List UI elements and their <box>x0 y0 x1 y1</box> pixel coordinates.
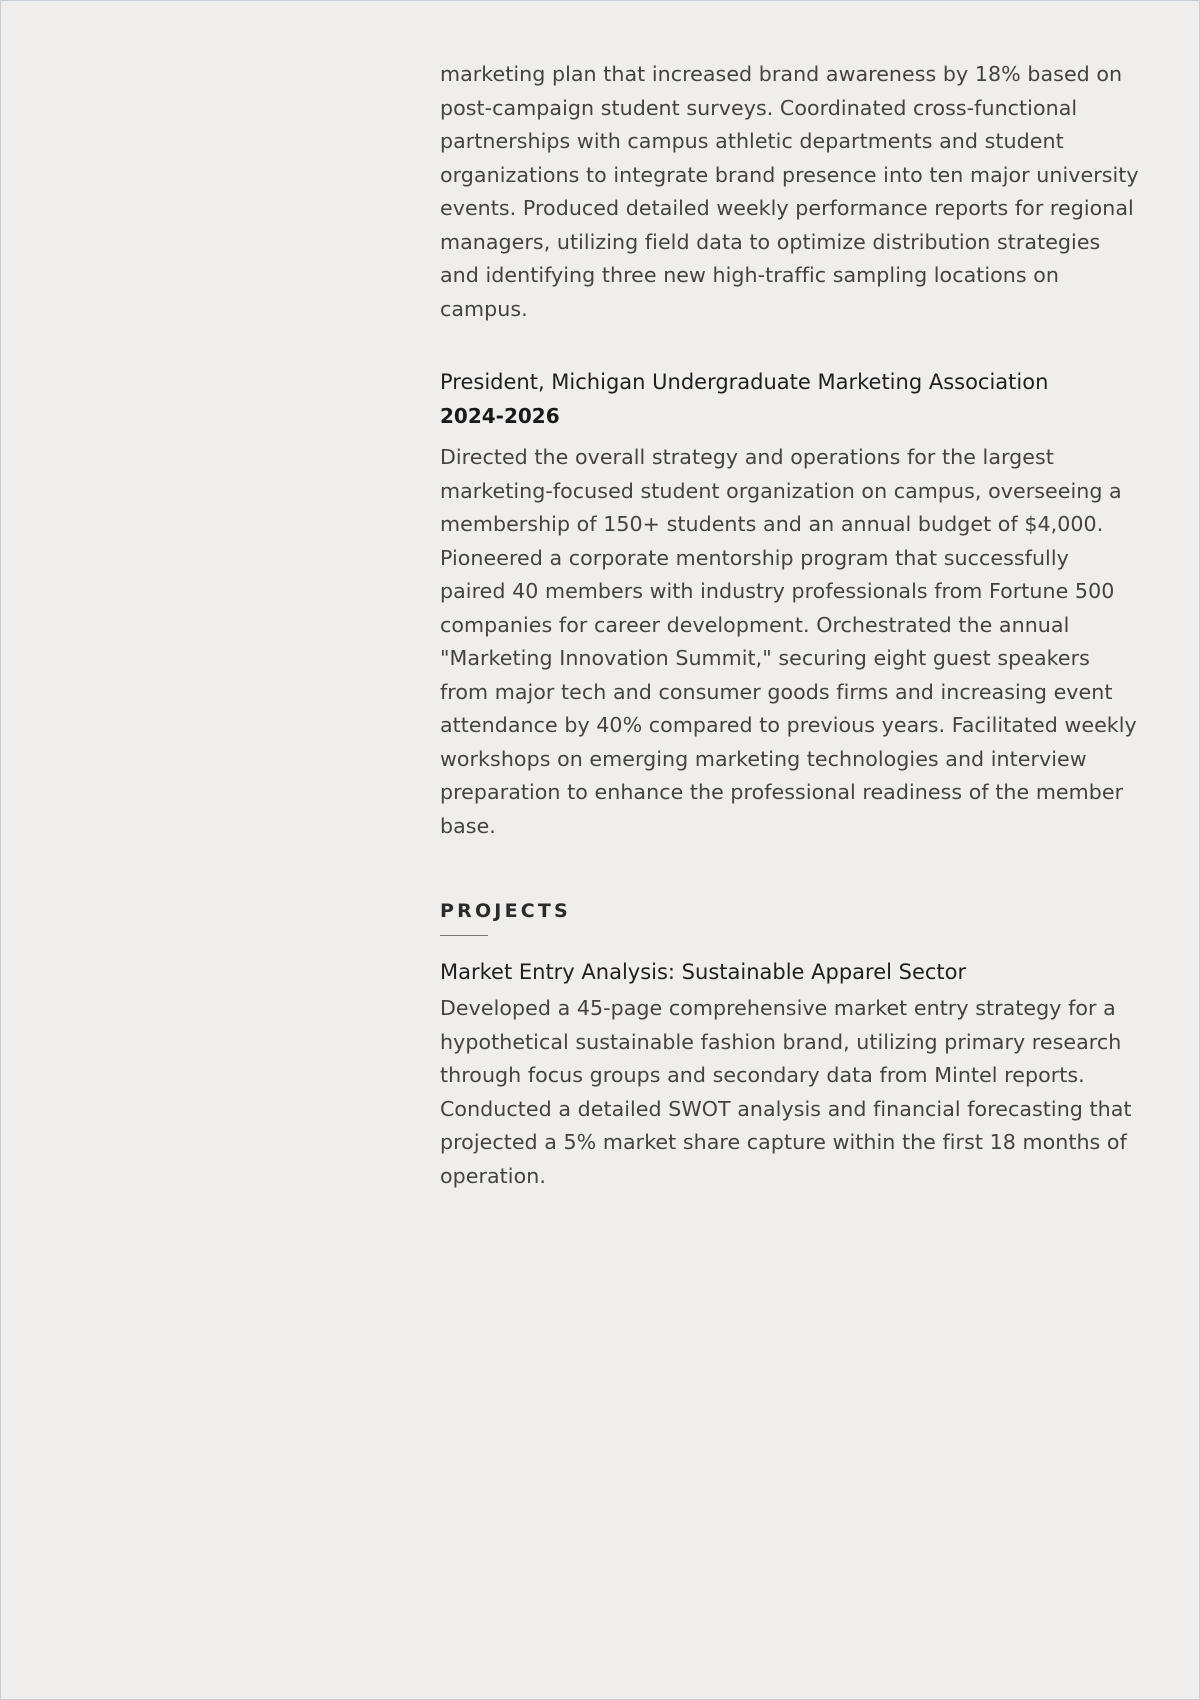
project-entry <box>440 956 1140 1193</box>
experience-description-continued: marketing plan that increased brand awareness by 18% based on post-campaign student surveys. Coordinated cross-functional partnerships with campus athletic departments and student organizations to integrate brand presence into ten major university events. Produced detailed weekly performance reports for regional managers, utilizing field data to optimize distribution strategies and identifying three new high-traffic sampling locations on campus. <box>440 62 1139 321</box>
leadership-entry <box>440 366 1140 843</box>
resume-main-column <box>440 58 1140 1193</box>
projects-section <box>440 897 1140 1193</box>
project-title: Market Entry Analysis: Sustainable Apparel Sector <box>440 960 967 984</box>
role-description: Directed the overall strategy and operations for the largest marketing-focused student organization on campus, overseeing a membership of 150+ students and an annual budget of $4,000. Pioneered a corporate mentorship program that successfully paired 40 members with industry professionals from Fortune 500 companies for career development. Orchestrated the annual "Marketing Innovation Summit," securing eight guest speakers from major tech and consumer goods firms and increasing event attendance by 40% compared to previous years. Facilitated weekly workshops on emerging marketing technologies and interview preparation to enhance the professional readiness of the member base. <box>440 445 1137 838</box>
role-title: President, Michigan Undergraduate Marketing Association <box>440 370 1049 394</box>
role-dates: 2024-2026 <box>440 404 560 428</box>
project-description: Developed a 45-page comprehensive market entry strategy for a hypothetical sustainable fashion brand, utilizing primary research through focus groups and secondary data from Mintel reports. Conducted a detailed SWOT analysis and financial forecasting that projected a 5% market share capture within the first 18 months of operation. <box>440 996 1132 1188</box>
section-divider <box>440 935 488 936</box>
section-heading-projects: PROJECTS <box>440 900 571 922</box>
